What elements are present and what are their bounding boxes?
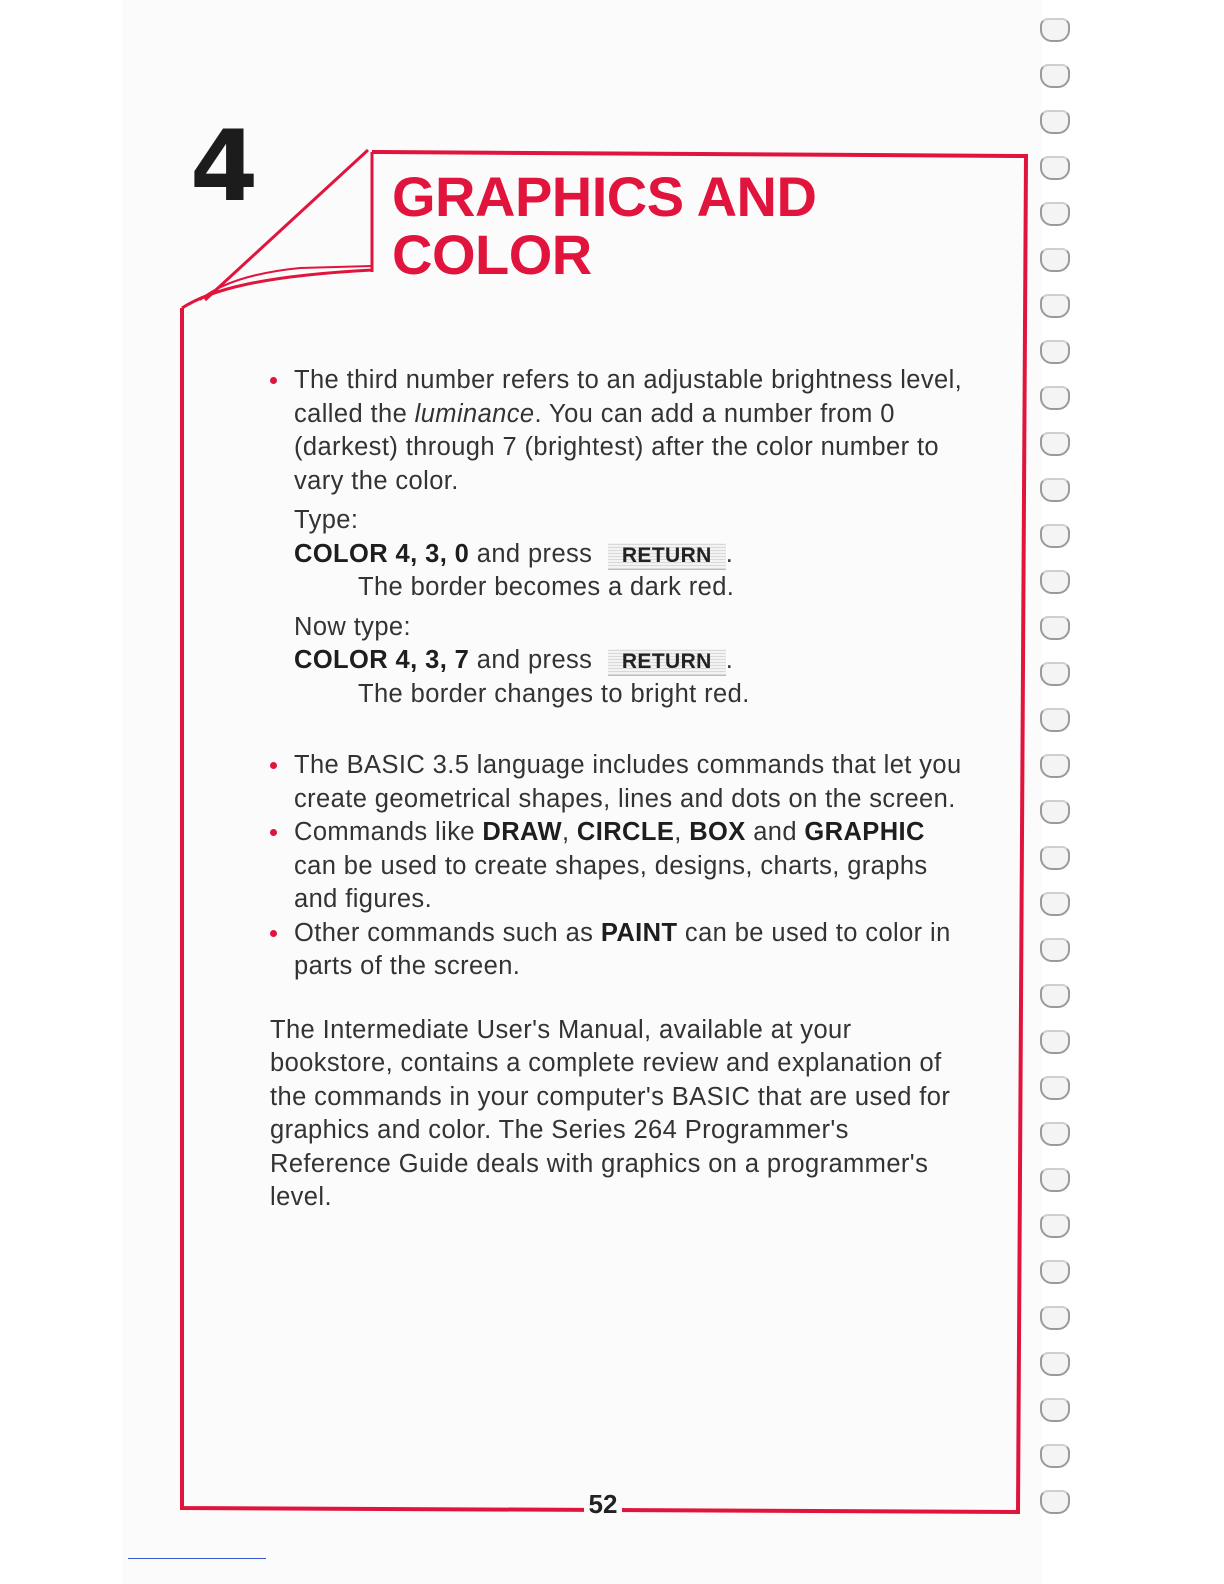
example-result: The border changes to bright red. bbox=[358, 679, 750, 708]
binding-ring bbox=[1040, 1490, 1070, 1514]
binding-ring bbox=[1040, 938, 1070, 962]
return-key: RETURN bbox=[608, 543, 726, 570]
binding-ring bbox=[1040, 662, 1070, 686]
binding-ring bbox=[1040, 294, 1070, 318]
example-result: The border becomes a dark red. bbox=[358, 573, 735, 601]
command-text: COLOR 4, 3, 0 bbox=[294, 539, 470, 568]
bullet-dot-icon bbox=[270, 829, 277, 836]
binding-ring bbox=[1040, 18, 1070, 42]
binding-ring bbox=[1040, 800, 1070, 824]
binding-ring bbox=[1040, 156, 1070, 180]
bullet-dot-icon bbox=[270, 377, 277, 384]
chapter-title bbox=[392, 165, 817, 286]
binding-ring bbox=[1040, 570, 1070, 594]
example-line: COLOR 4, 3, 7 and press RETURN . bbox=[294, 646, 734, 674]
binding-ring bbox=[1040, 1122, 1070, 1146]
page-content bbox=[270, 364, 970, 1215]
list-item: Other commands such as PAINT can be used to color in parts of the screen. bbox=[270, 917, 970, 984]
chapter-title-line2: COLOR bbox=[392, 223, 592, 286]
bullet-dot-icon bbox=[270, 930, 277, 937]
chapter-number: 4 bbox=[190, 110, 259, 224]
binding-ring bbox=[1040, 1030, 1070, 1054]
binding-ring bbox=[1040, 616, 1070, 640]
term-luminance: luminance bbox=[414, 399, 535, 428]
bottom-underline bbox=[128, 1558, 266, 1559]
binding-ring bbox=[1040, 1306, 1070, 1330]
binding-ring bbox=[1040, 248, 1070, 272]
binding-ring bbox=[1040, 1398, 1070, 1422]
return-key: RETURN bbox=[608, 649, 726, 676]
binding-ring bbox=[1040, 1168, 1070, 1192]
binding-ring bbox=[1040, 892, 1070, 916]
binding-ring bbox=[1040, 110, 1070, 134]
binding-ring bbox=[1040, 432, 1070, 456]
binding-ring bbox=[1040, 846, 1070, 870]
binding-ring bbox=[1040, 1260, 1070, 1284]
binding-ring bbox=[1040, 1352, 1070, 1376]
bullet-dot-icon bbox=[270, 762, 277, 769]
list-item: The third number refers to an adjustable brightness level, called the luminance. You can add a number from 0 (darkest) through 7 (brightest) after the color number to vary the color. bbox=[270, 364, 970, 498]
luminance-examples bbox=[294, 504, 970, 711]
spiral-binding bbox=[1034, 18, 1078, 1536]
binding-ring bbox=[1040, 1444, 1070, 1468]
binding-ring bbox=[1040, 984, 1070, 1008]
binding-ring bbox=[1040, 202, 1070, 226]
binding-ring bbox=[1040, 524, 1070, 548]
page-number: 52 bbox=[584, 1489, 622, 1520]
chapter-title-line1: GRAPHICS AND bbox=[392, 165, 817, 228]
example-line: COLOR 4, 3, 0 and press RETURN . bbox=[294, 539, 734, 568]
type-label: Type: bbox=[294, 506, 359, 534]
binding-ring bbox=[1040, 1076, 1070, 1100]
binding-ring bbox=[1040, 754, 1070, 778]
command-text: COLOR 4, 3, 7 bbox=[294, 646, 470, 674]
list-item: The BASIC 3.5 language includes commands that let you create geometrical shapes, lines and dots on the screen. bbox=[270, 749, 970, 816]
binding-ring bbox=[1040, 386, 1070, 410]
basic-list bbox=[270, 749, 970, 984]
binding-ring bbox=[1040, 708, 1070, 732]
luminance-list bbox=[270, 364, 970, 498]
binding-ring bbox=[1040, 478, 1070, 502]
binding-ring bbox=[1040, 64, 1070, 88]
closing-paragraph: The Intermediate User's Manual, available at your bookstore, contains a complete review and explanation of the commands in your computer's BASIC that are used for graphics and color. The Series 264 Programmer's Reference Guide deals with graphics on a programmer's level. bbox=[270, 1015, 951, 1211]
now-type-label: Now type: bbox=[294, 612, 411, 641]
binding-ring bbox=[1040, 1214, 1070, 1238]
binding-ring bbox=[1040, 340, 1070, 364]
list-item: Commands like DRAW, CIRCLE, BOX and GRAPHIC can be used to create shapes, designs, charts, graphs and figures. bbox=[270, 816, 970, 917]
